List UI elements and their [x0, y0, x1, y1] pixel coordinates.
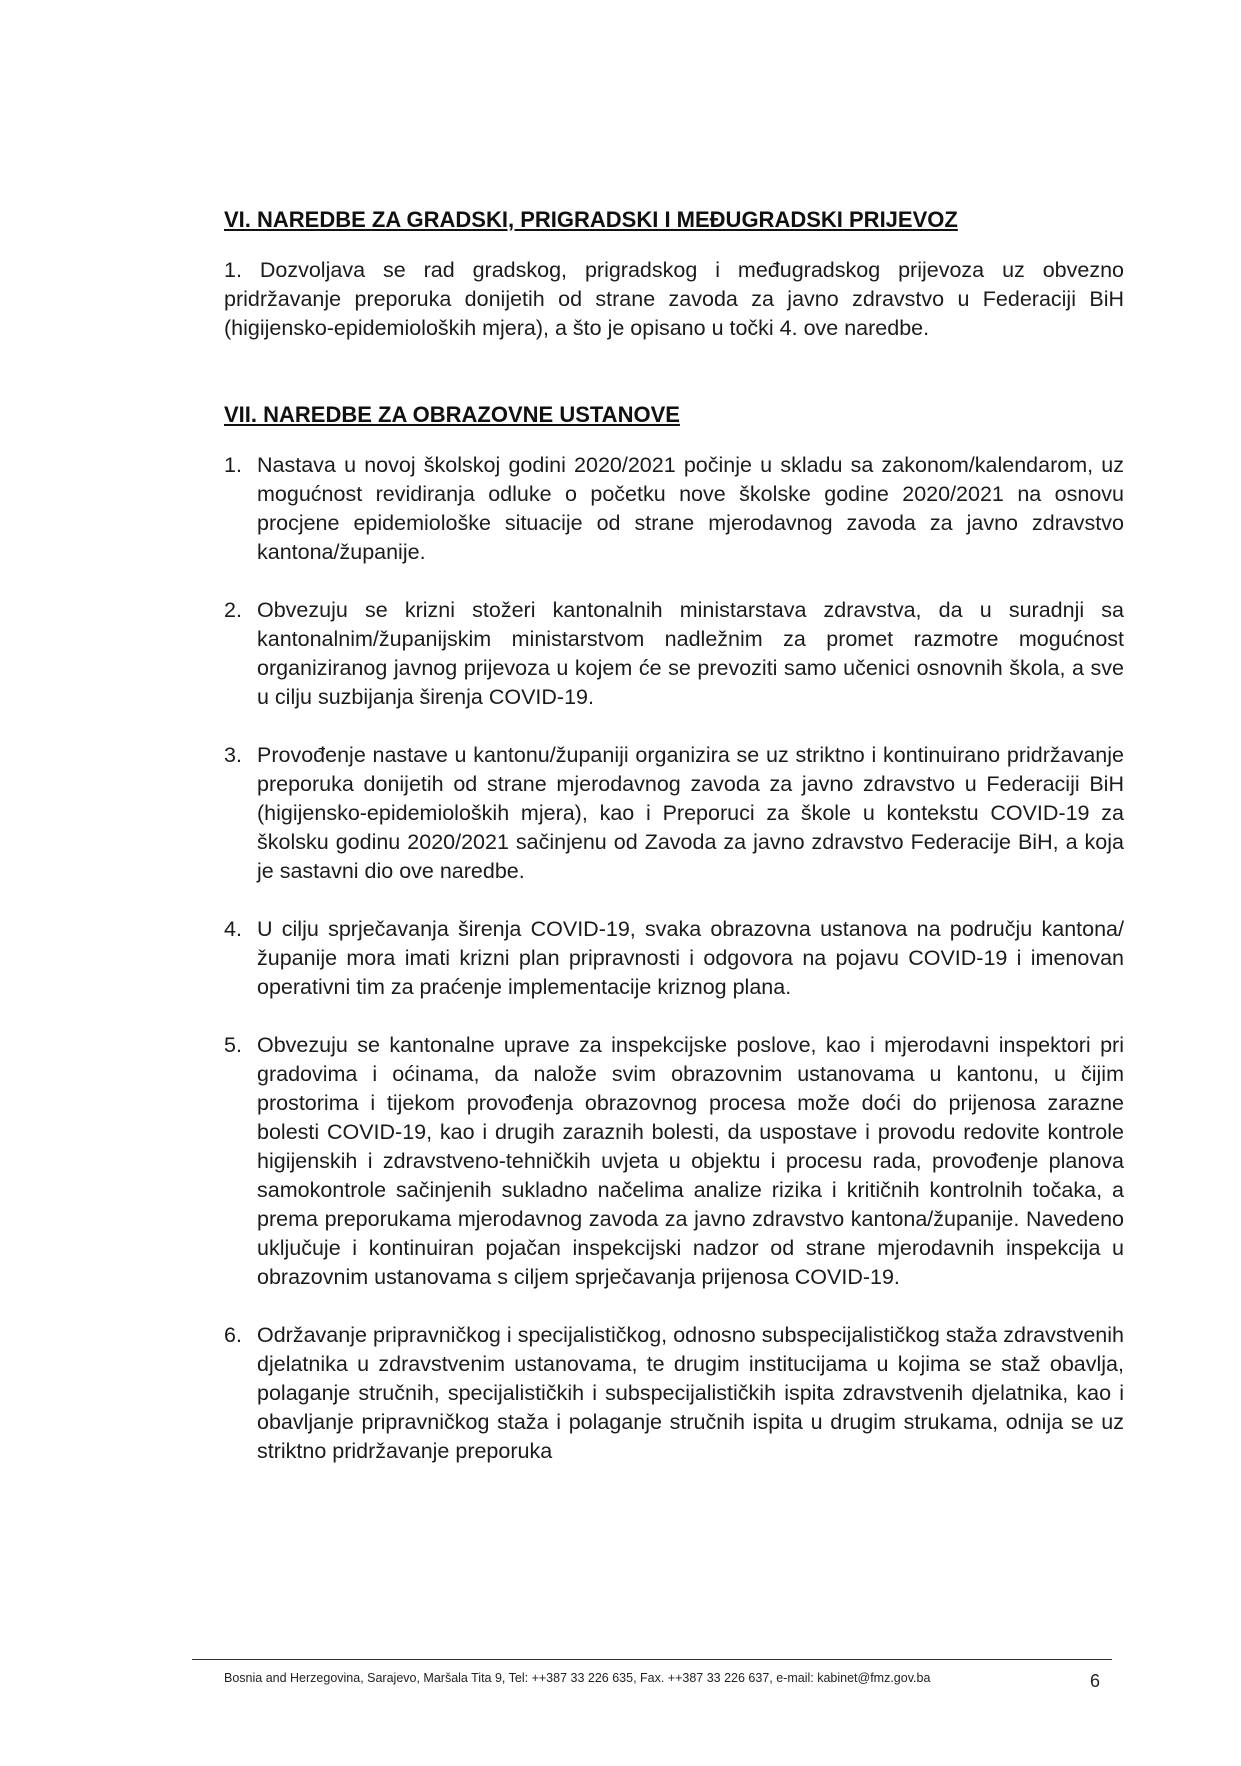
list-item — [224, 451, 1124, 567]
list-item — [224, 1321, 1124, 1466]
list-item-text: Održavanje pripravničkog i specijalističkog, odnosno subspecijalističkog staža zdravstvenih djelatnika u zdravstvenim ustanovama, te drugim institucijama u kojima se staž obavlja, polaganje stručnih, specijalističkih i subspecijalističkih ispita zdravstvenih djelatnika, kao i obavljanje pripravničkog staža i polaganje stručnih ispita u drugim strukama, odnija se uz striktno pridržavanje preporuka — [257, 1323, 1124, 1463]
list-item-number: 6. — [224, 1323, 242, 1347]
footer-contact: Bosnia and Herzegovina, Sarajevo, Maršala Tita 9, Tel: ++387 33 226 635, Fax. ++387 33 226 637, e-mail: kabinet@fmz.gov.ba — [224, 1671, 931, 1685]
list-item-number: 3. — [224, 743, 242, 767]
list-item-number: 5. — [224, 1033, 242, 1057]
list-item-text: Obvezuju se kantonalne uprave za inspekcijske poslove, kao i mjerodavni inspektori pri gradovima i oćinama, da nalože svim obrazovnim ustanovama u kantonu, u čijim prostorima i tijekom provođenja obrazovnog procesa može doći do prijenosa zarazne bolesti COVID-19, kao i drugih zaraznih bolesti, da uspostave i provodu redovite kontrole higijenskih i zdravstveno-tehničkih uvjeta u objektu i procesu rada, provođenje planova samokontrole sačinjenih sukladno načelima analize rizika i kritičnih kontrolnih točaka, a prema preporukama mjerodavnog zavoda za javno zdravstvo kantona/županije. Navedeno uključuje i kontinuiran pojačan inspekcijski nadzor od strane mjerodavnih inspekcija u obrazovnim ustanovama s ciljem sprječavanja prijenosa COVID-19. — [257, 1033, 1124, 1289]
list-item — [224, 741, 1124, 886]
section-vi-heading: VI. NAREDBE ZA GRADSKI, PRIGRADSKI I MEĐUGRADSKI PRIJEVOZ — [224, 207, 958, 232]
list-item-text: Nastava u novoj školskoj godini 2020/2021 počinje u skladu sa zakonom/kalendarom, uz mogućnost revidiranja odluke o početku nove školske godine 2020/2021 na osnovu procjene epidemiološke situacije od strane mjerodavnog zavoda za javno zdravstvo kantona/županije. — [257, 453, 1124, 564]
list-item-number: 4. — [224, 917, 242, 941]
list-item-text: U cilju sprječavanja širenja COVID-19, svaka obrazovna ustanova na području kantona/županije mora imati krizni plan pripravnosti i odgovora na pojavu COVID-19 i imenovan operativni tim za praćenje implementacije kriznog plana. — [257, 917, 1124, 999]
list-item-text: Provođenje nastave u kantonu/županiji organizira se uz striktno i kontinuirano pridržavanje preporuka donijetih od strane mjerodavnog zavoda za javno zdravstvo u Federaciji BiH (higijensko-epidemioloških mjera), kao i Preporuci za škole u kontekstu COVID-19 za školsku godinu 2020/2021 sačinjenu od Zavoda za javno zdravstvo Federacije BiH, a koja je sastavni dio ove naredbe. — [257, 743, 1124, 883]
list-item — [224, 1031, 1124, 1292]
list-item — [224, 596, 1124, 712]
page-content — [224, 206, 1124, 1495]
list-item-text: Obvezuju se krizni stožeri kantonalnih ministarstava zdravstva, da u suradnji sa kantonalnim/županijskim ministarstvom nadležnim za promet razmotre mogućnost organiziranog javnog prijevoza u kojem će se prevoziti samo učenici osnovnih škola, a sve u cilju suzbijanja širenja COVID-19. — [257, 598, 1124, 709]
list-item — [224, 915, 1124, 1002]
list-item-number: 1. — [224, 453, 242, 477]
footer-divider — [192, 1659, 1112, 1660]
page-number: 6 — [1090, 1671, 1101, 1691]
section-vi-paragraph: 1. Dozvoljava se rad gradskog, prigradskog i međugradskog prijevoza uz obvezno pridržavanje preporuka donijetih od strane zavoda za javno zdravstvo u Federaciji BiH (higijensko-epidemioloških mjera), a što je opisano u točki 4. ove naredbe. — [224, 258, 1124, 340]
section-vii-list — [224, 451, 1124, 1466]
list-item-number: 2. — [224, 598, 242, 622]
section-vii-heading: VII. NAREDBE ZA OBRAZOVNE USTANOVE — [224, 402, 680, 427]
